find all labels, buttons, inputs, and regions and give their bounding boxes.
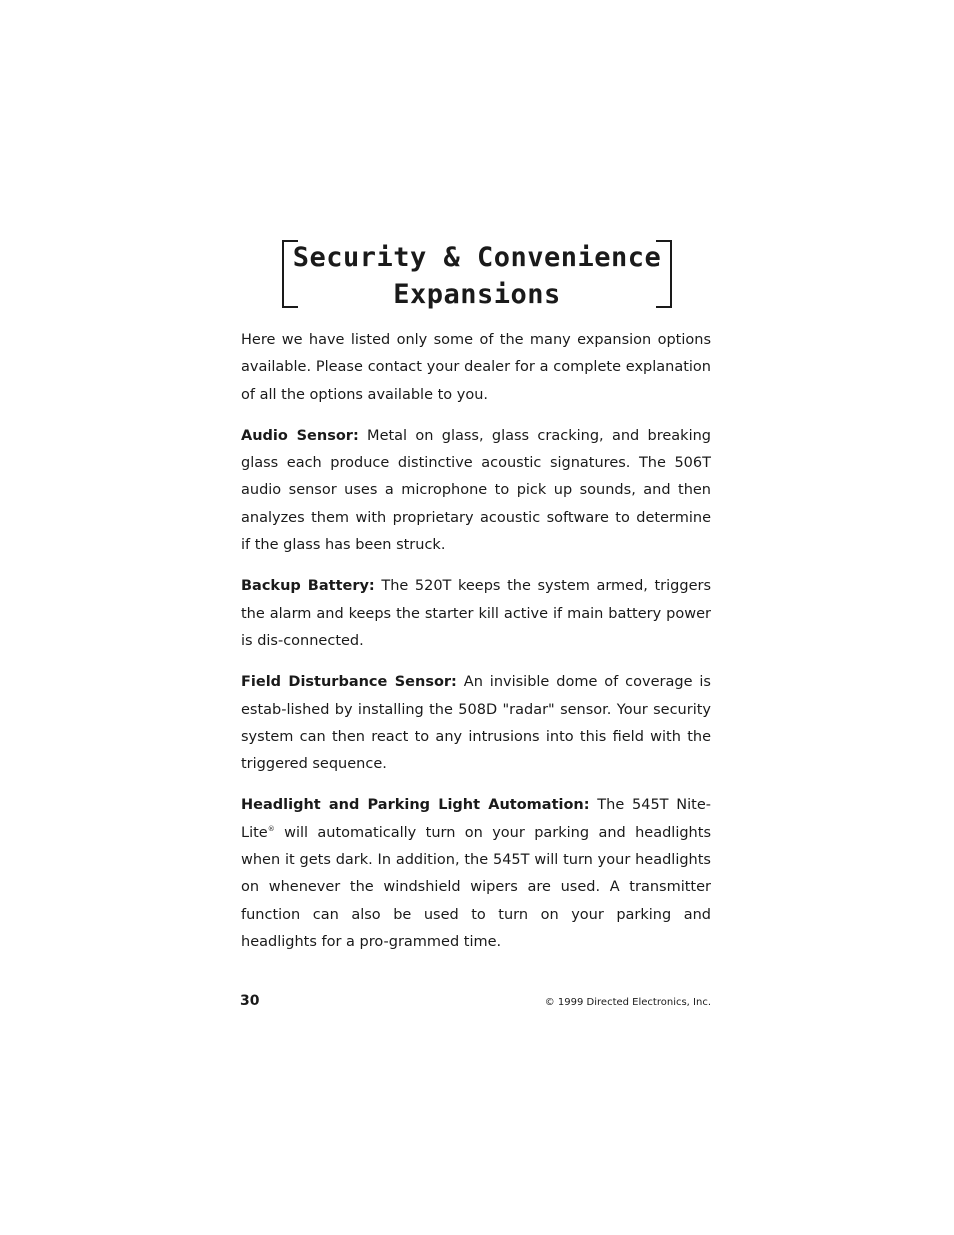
intro-paragraph: Here we have listed only some of the many expansion options available. Please contact your dealer for a complete explanation of all the options available to you. [241,332,711,403]
audio-sensor-paragraph [241,423,711,559]
field-disturbance-paragraph [241,669,711,778]
backup-battery-text: The 520T keeps the system armed, triggers the alarm and keeps the starter kill active if main battery power is dis-connected. [241,578,712,649]
headlight-automation-label: Headlight and Parking Light Automation: [241,797,590,814]
section-heading [282,240,672,310]
page-number: 30 [240,993,260,1009]
body-content [241,327,711,970]
copyright-notice: © 1999 Directed Electronics, Inc. [544,997,711,1008]
audio-sensor-label: Audio Sensor: [241,427,359,444]
page-title [282,239,672,313]
audio-sensor-text: Metal on glass, glass cracking, and breaking glass each produce distinctive acoustic signatures. The 506T audio sensor uses a microphone to pick up sounds, and then analyzes them with proprietary acoustic software to determine if the glass has been struck. [241,427,711,554]
field-disturbance-text: An invisible dome of coverage is estab-lished by installing the 508D "radar" sensor. Your security system can then react to any intrusions into this field with the triggered sequence. [241,674,711,773]
registered-mark: ® [267,824,275,833]
field-disturbance-label: Field Disturbance Sensor: [241,674,457,691]
headlight-automation-paragraph [241,792,711,956]
backup-battery-paragraph [241,573,711,655]
backup-battery-label: Backup Battery: [241,578,375,595]
title-line-2: Expansions [393,279,561,310]
headlight-automation-text-before: The 545T Nite-Lite [241,797,711,841]
headlight-automation-text-after: will automatically turn on your parking and headlights when it gets dark. In addition, the 545T will turn your headlights on whenever the windshield wipers are used. A transmitter function can also be used to turn on your parking and headlights for a pro-grammed time. [241,824,711,950]
title-line-1: Security & Convenience [292,242,662,273]
